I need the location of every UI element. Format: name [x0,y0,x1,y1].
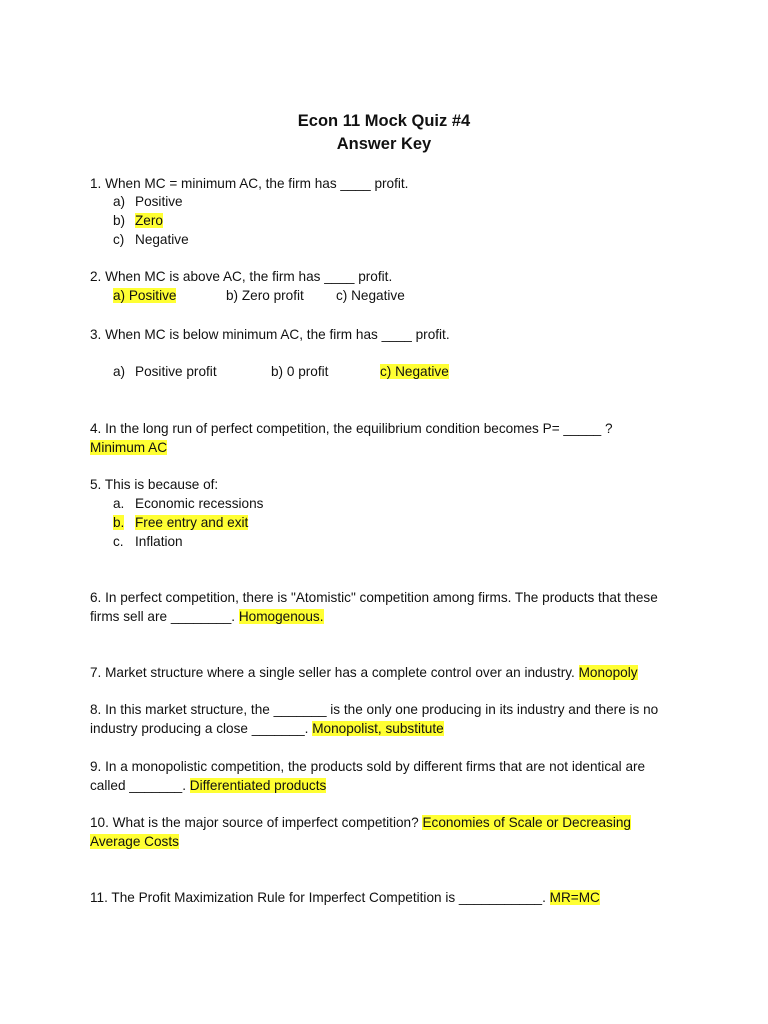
page-title: Econ 11 Mock Quiz #4 [297,112,471,130]
question-5-option-c: Inflation [135,534,183,549]
question-8-text-line-1: 8. In this market structure, the _______ is the only one producing in its industry and there is no [90,702,659,717]
question-10-answer-highlight-line-1: Economies of Scale or Decreasing [422,815,631,830]
question-4-text: 4. In the long run of perfect competition, the equilibrium condition becomes P= _____ ? [90,421,613,436]
question-1-option-c-marker: c) [113,232,125,247]
question-5-option-a: Economic recessions [135,496,264,511]
question-5-option-c-marker: c. [113,534,124,549]
question-2-option-c: c) Negative [336,288,405,303]
question-5-text: 5. This is because of: [90,477,219,492]
question-9-text-line-1: 9. In a monopolistic competition, the products sold by different firms that are not identical are [90,759,646,774]
question-8-text-line-2: industry producing a close _______. [90,721,309,736]
page-subtitle: Answer Key [336,135,432,153]
question-3-option-b: b) 0 profit [271,364,329,379]
question-11-answer-highlight: MR=MC [549,890,600,905]
question-5-option-a-marker: a. [113,496,125,511]
question-1-option-b-marker: b) [113,213,126,228]
question-9-text-line-2: called _______. [90,778,186,793]
question-1-option-a-marker: a) [113,194,126,209]
question-5-answer-highlight: Free entry and exit [135,515,249,530]
question-4-answer-highlight: Minimum AC [90,440,168,455]
question-1-answer-highlight: Zero [135,213,163,228]
question-3-option-a: Positive profit [135,364,217,379]
question-3-answer-highlight: c) Negative [380,364,449,379]
question-7-answer-highlight: Monopoly [578,665,638,680]
question-9-answer-highlight: Differentiated products [189,778,327,793]
question-2-answer-highlight: a) Positive [113,288,177,303]
question-10-answer-highlight-line-2: Average Costs [90,834,179,849]
question-5-answer-marker: b. [113,515,125,530]
question-2-option-b: b) Zero profit [226,288,304,303]
question-10-text: 10. What is the major source of imperfect competition? [90,815,419,830]
question-7-text: 7. Market structure where a single seller has a complete control over an industry. [90,665,575,680]
question-1-option-c: Negative [135,232,189,247]
question-11-text: 11. The Profit Maximization Rule for Imperfect Competition is ___________. [90,890,546,905]
question-6-answer-highlight: Homogenous. [238,609,324,624]
question-2-text: 2. When MC is above AC, the firm has ____ profit. [90,269,393,284]
question-6-text-line-1: 6. In perfect competition, there is "Atomistic" competition among firms. The products that these [90,590,658,605]
question-1-option-a: Positive [135,194,183,209]
question-8-answer-highlight: Monopolist, substitute [312,721,444,736]
question-3-option-a-marker: a) [113,364,126,379]
question-3-text: 3. When MC is below minimum AC, the firm has ____ profit. [90,327,450,342]
question-6-text-line-2: firms sell are ________. [90,609,236,624]
question-1-text: 1. When MC = minimum AC, the firm has ____ profit. [90,176,409,191]
